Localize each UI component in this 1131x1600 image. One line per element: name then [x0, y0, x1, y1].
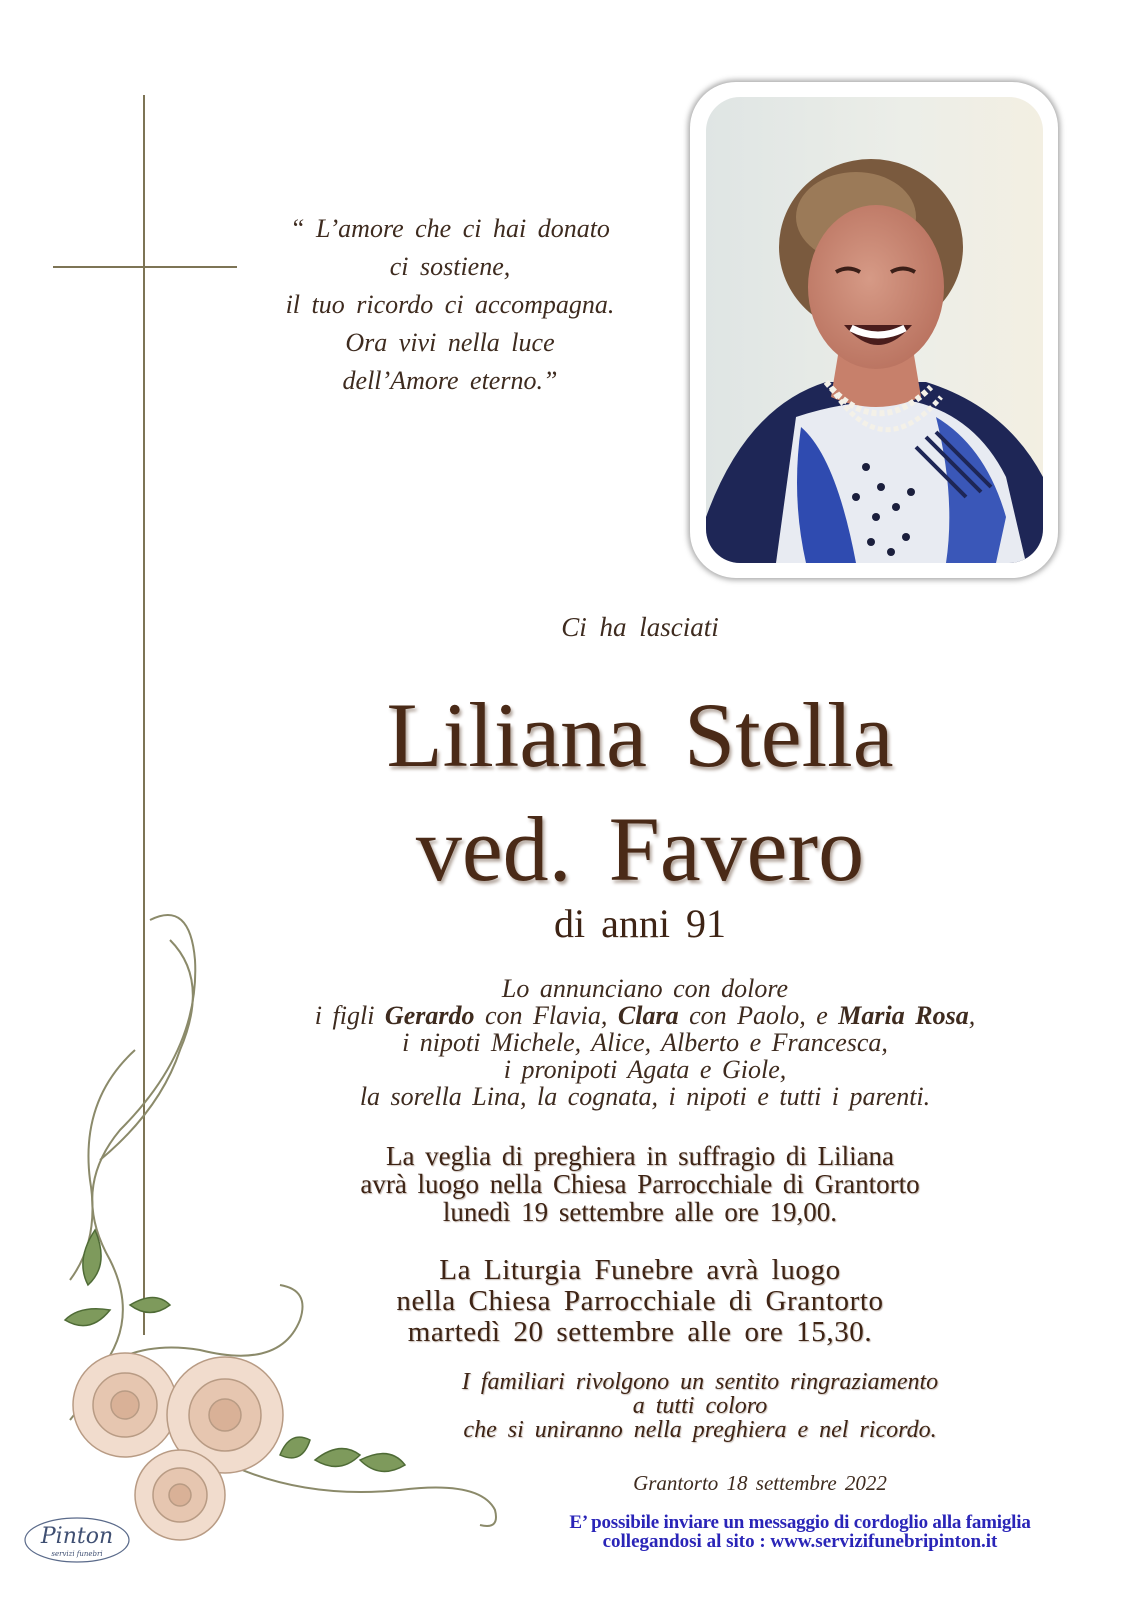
announcement-line: Lo annunciano con dolore — [501, 974, 789, 1003]
quote-line: ci sostiene, — [389, 252, 511, 281]
text: i figli — [314, 1001, 385, 1030]
thanks-line: I familiari rivolgono un sentito ringraziamento — [461, 1369, 939, 1395]
condolence-website-link[interactable]: collegandosi al sito : www.servizifunebripinton.it — [602, 1531, 998, 1552]
liturgy-line: martedì 20 settembre alle ore 15,30. — [407, 1316, 873, 1348]
deceased-name-widow: ved. Favero — [415, 798, 865, 900]
announcement-line: la sorella Lina, la cognata, i nipoti e tutti i parenti. — [359, 1082, 931, 1111]
liturgy-line: La Liturgia Funebre avrà luogo — [439, 1254, 841, 1286]
thanks-line: a tutti coloro — [632, 1393, 768, 1419]
age: di anni 91 — [554, 901, 726, 946]
svg-text:Pinton: Pinton — [40, 1524, 114, 1549]
text: , — [968, 1001, 976, 1030]
vigil-line: avrà luogo nella Chiesa Parrocchiale di Grantorto — [360, 1169, 920, 1199]
vigil-line: La veglia di preghiera in suffragio di Liliana — [385, 1141, 895, 1171]
vigil-line: lunedì 19 settembre alle ore 19,00. — [442, 1197, 838, 1227]
quote-line: “ L’amore che ci hai donato — [290, 214, 610, 243]
announcement-line: i nipoti Michele, Alice, Alberto e Francesca, — [402, 1028, 888, 1057]
text: con Paolo, e — [678, 1001, 839, 1030]
condolence-footer — [520, 1513, 1080, 1551]
subtitle: Ci ha lasciati — [561, 612, 719, 642]
child-name: Gerardo — [384, 1001, 475, 1030]
child-name: Clara — [617, 1001, 679, 1030]
rose-flowers-decoration — [40, 900, 510, 1580]
text: con Flavia, — [474, 1001, 618, 1030]
deceased-name: Liliana Stella — [386, 684, 894, 786]
thanks-line: che si uniranno nella preghiera e nel ricordo. — [463, 1417, 937, 1443]
quote-line: Ora vivi nella luce — [345, 328, 555, 357]
pinton-logo — [22, 1510, 132, 1570]
footer-line: E’ possibile inviare un messaggio di cordoglio alla famiglia — [569, 1512, 1031, 1533]
quote-line: dell’Amore eterno.” — [342, 366, 558, 395]
child-name: Maria Rosa — [838, 1001, 969, 1030]
quote-line: il tuo ricordo ci accompagna. — [285, 290, 615, 319]
cross-horizontal-bar — [53, 266, 237, 268]
announcement-line: i pronipoti Agata e Giole, — [503, 1055, 787, 1084]
liturgy-line: nella Chiesa Parrocchiale di Grantorto — [396, 1285, 884, 1317]
quote — [240, 210, 660, 400]
portrait-photo — [706, 97, 1043, 563]
svg-text:servizi funebri: servizi funebri — [51, 1550, 103, 1558]
place-and-date: Grantorto 18 settembre 2022 — [633, 1471, 887, 1495]
